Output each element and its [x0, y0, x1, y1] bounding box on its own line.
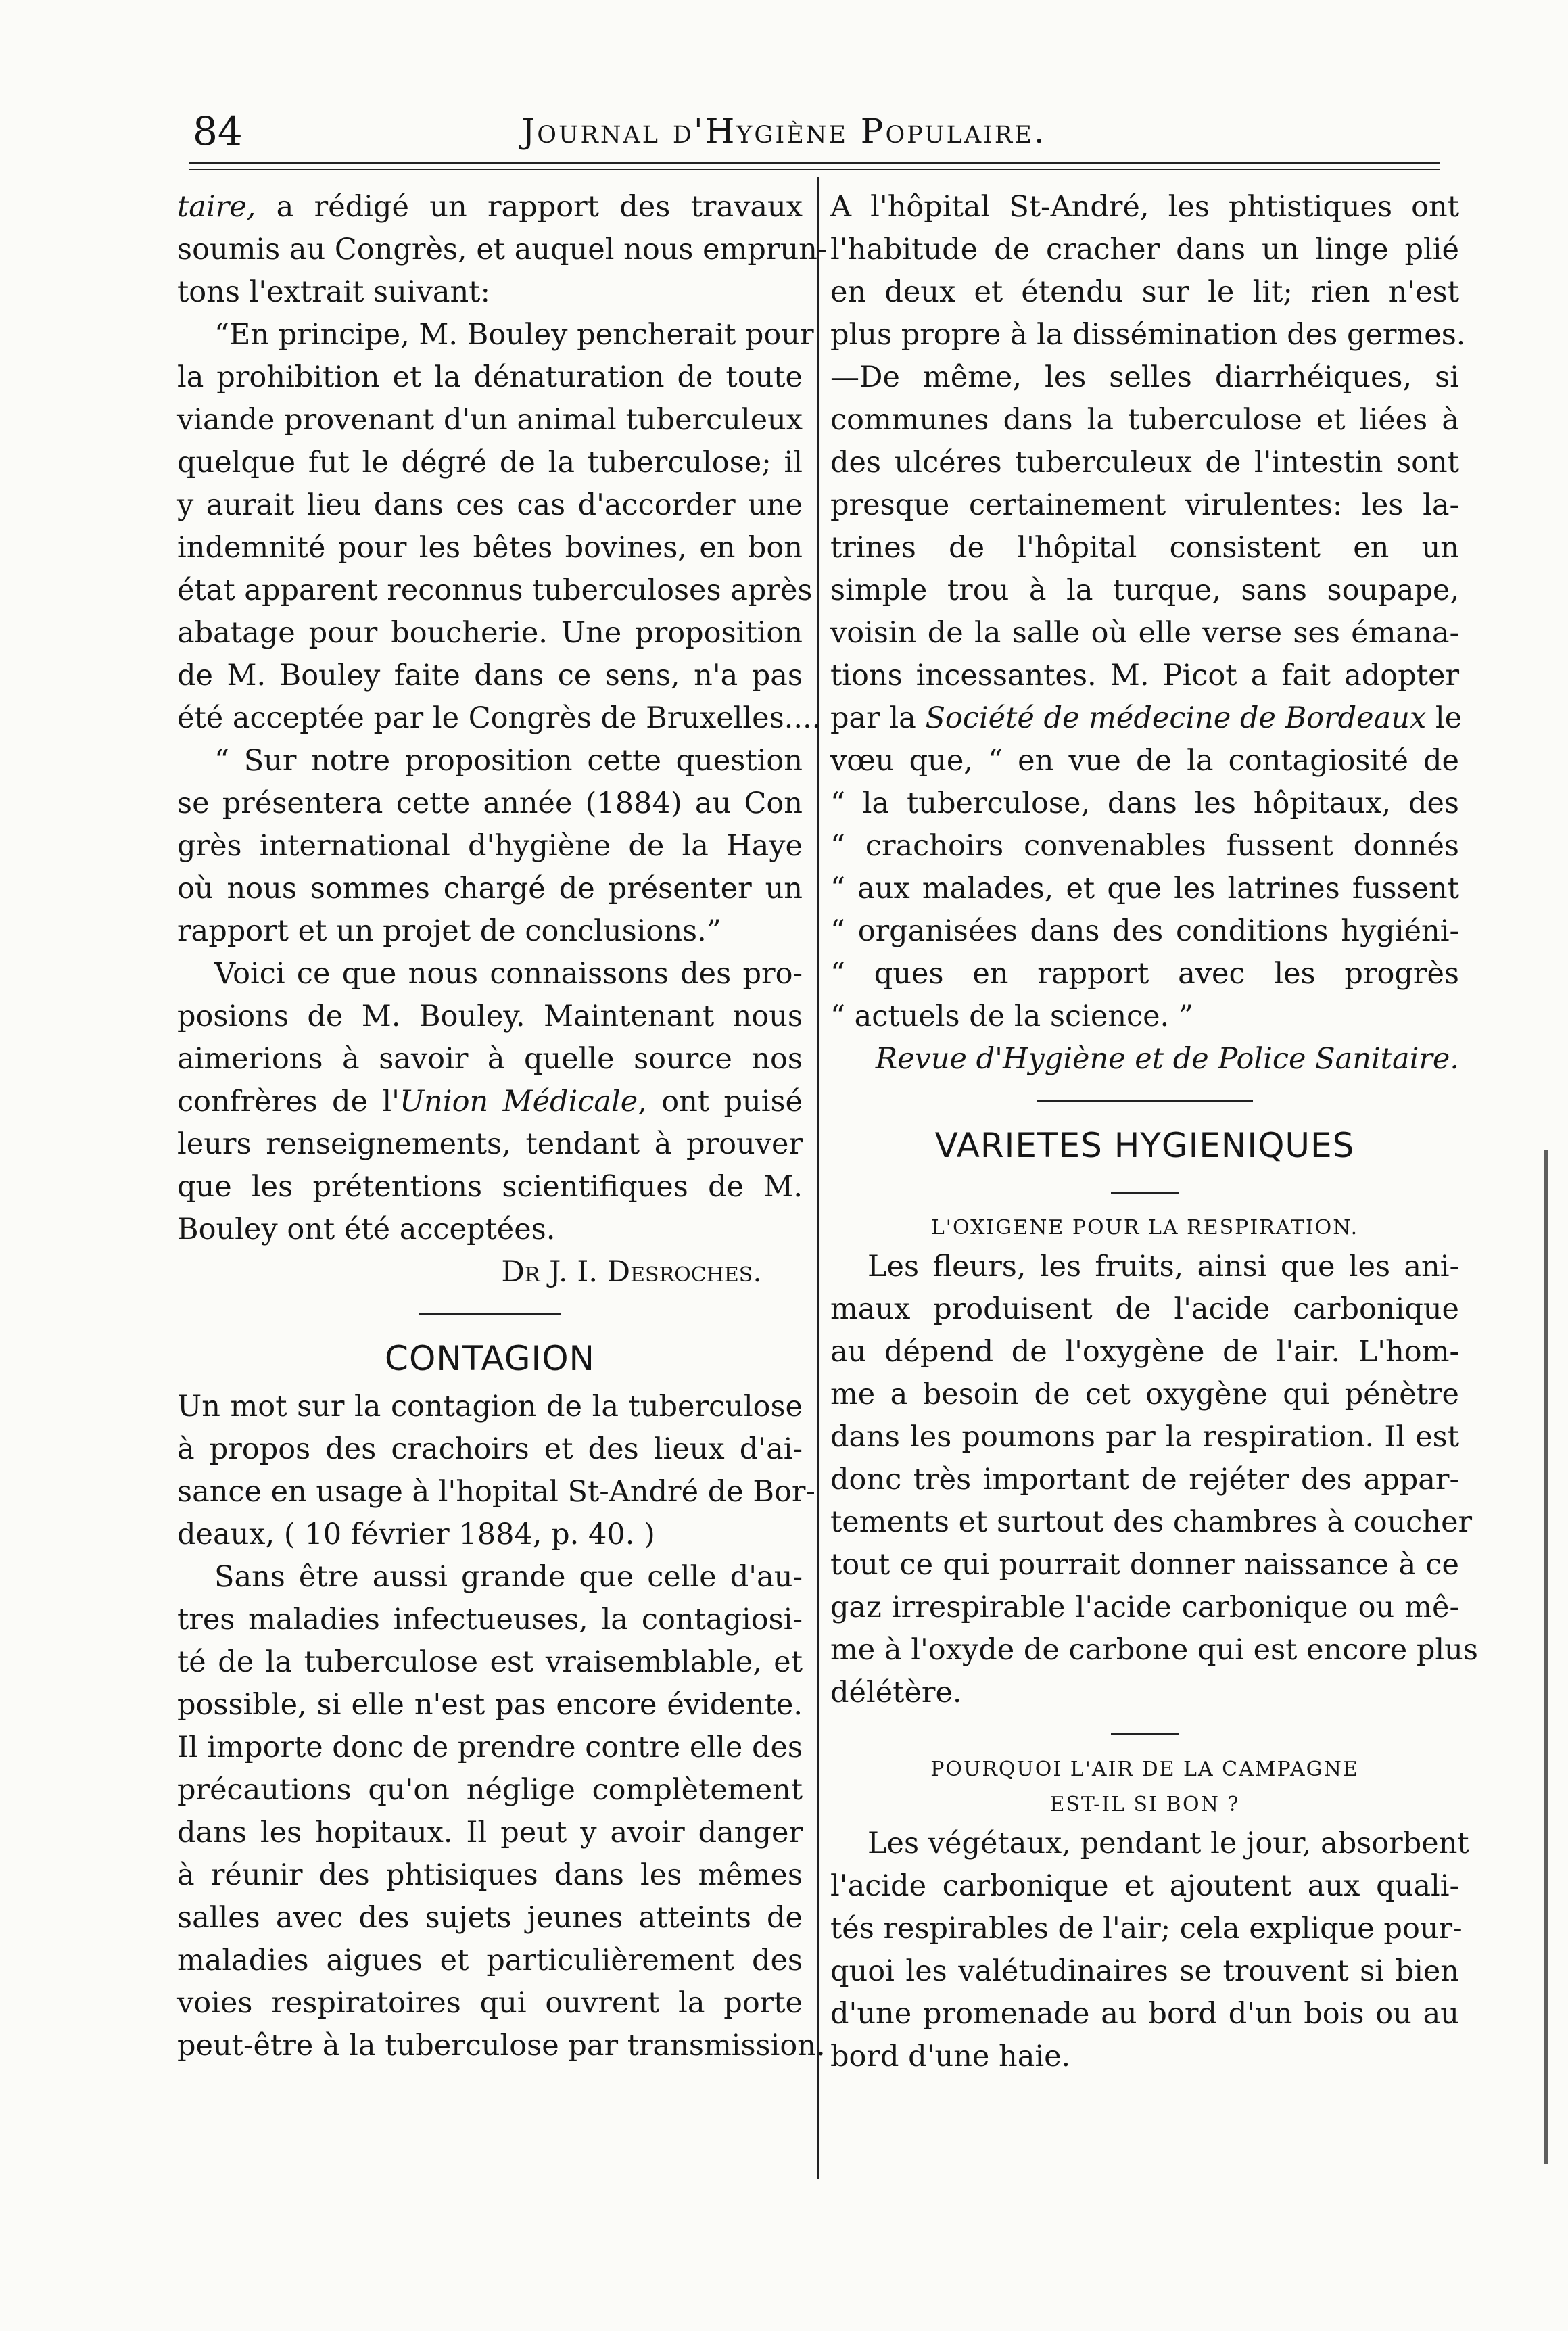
text-line: “ actuels de la science. ”	[830, 999, 1193, 1033]
running-title: Journal d'Hygiène Populaire.	[521, 112, 1047, 151]
text-line: communes dans la tuberculose et liées à	[830, 403, 1459, 437]
text-line: té de la tuberculose est vraisemblable, et	[177, 1645, 803, 1679]
contagion-text	[177, 1386, 826, 2067]
text-line: été acceptée par le Congrès de Bruxelles....	[177, 701, 822, 735]
text-line: posions de M. Bouley. Maintenant nous	[177, 999, 803, 1033]
text-line: maladies aigues et particulièrement des	[177, 1944, 803, 1977]
text-line: des ulcéres tuberculeux de l'intestin sont	[830, 446, 1459, 479]
text-line: tions incessantes. M. Picot a fait adopter	[830, 659, 1459, 692]
italic-word: taire,	[177, 190, 256, 224]
subsection-separator	[830, 1173, 1459, 1210]
text-line: la prohibition et la dénaturation de toute	[177, 360, 803, 394]
text-line: “ la tuberculose, dans les hôpitaux, des	[830, 786, 1459, 820]
text-line: taire, a rédigé un rapport des travaux	[177, 190, 803, 224]
page-edge-shadow	[1544, 1150, 1568, 2164]
text-line: tout ce qui pourrait donner naissance à ce	[830, 1548, 1459, 1582]
text-line: “ Sur notre proposition cette question	[214, 744, 803, 778]
text-line: Il importe donc de prendre contre elle des	[177, 1730, 803, 1764]
author-signature: Dr J. I. Desroches.	[501, 1255, 762, 1289]
text-line: —De même, les selles diarrhéiques, si	[830, 360, 1459, 394]
text-line: vœu que, “ en vue de la contagiosité de	[830, 744, 1459, 778]
text-line: Voici ce que nous connaissons des pro-	[214, 957, 803, 991]
text-line: d'une promenade au bord d'un bois ou au	[830, 1997, 1459, 2031]
text-line: tres maladies infectueuses, la contagiosi-	[177, 1603, 803, 1637]
bouley-report-text	[177, 186, 828, 1294]
text-line: simple trou à la turque, sans soupape,	[830, 573, 1459, 607]
campagne-subheading-line1: POURQUOI L'AIR DE LA CAMPAGNE	[930, 1758, 1359, 1781]
text-line: salles avec des sujets jeunes atteints de	[177, 1901, 803, 1935]
text-line: tons l'extrait suivant:	[177, 275, 490, 309]
text-line: “ ques en rapport avec les progrès	[830, 957, 1459, 991]
text-line: viande provenant d'un animal tuberculeux	[177, 403, 803, 437]
text-line: tés respirables de l'air; cela explique pour-	[830, 1912, 1463, 1946]
text-line: au dépend de l'oxygène de l'air. L'hom-	[830, 1335, 1459, 1369]
text-line: confrères de l'Union Médicale, ont puisé	[177, 1085, 803, 1119]
text-line: à réunir des phtisiques dans les mêmes	[177, 1858, 803, 1892]
contagion-continuation-text	[830, 186, 1466, 1081]
campagne-subheading-line2: EST-IL SI BON ?	[1049, 1793, 1240, 1816]
text-line: Les fleurs, les fruits, ainsi que les ani-	[868, 1250, 1459, 1284]
text-line: presque certainement virulentes: les la-	[830, 488, 1459, 522]
italic-journal-name: Union Médicale	[399, 1085, 638, 1119]
text-line: me a besoin de cet oxygène qui pénètre	[830, 1378, 1459, 1411]
text-line: voies respiratoires qui ouvrent la porte	[177, 1986, 803, 2020]
text-line: quoi les valétudinaires se trouvent si bien	[830, 1954, 1459, 1988]
contagion-heading: CONTAGION	[385, 1339, 595, 1378]
oxygen-text	[830, 1246, 1478, 1714]
right-column	[830, 186, 1478, 2078]
text-line: “ organisées dans des conditions hygiéni-	[830, 914, 1459, 948]
varietes-heading: VARIETES HYGIENIQUES	[934, 1126, 1355, 1165]
text-line: “En principe, M. Bouley pencherait pour	[214, 318, 814, 352]
left-column	[177, 186, 828, 2067]
text-line: dans les hopitaux. Il peut y avoir danger	[177, 1816, 803, 1850]
text-line: Les végétaux, pendant le jour, absorbent	[868, 1827, 1469, 1860]
text-line: tements et surtout des chambres à coucher	[830, 1505, 1473, 1539]
text-line: maux produisent de l'acide carbonique	[830, 1292, 1459, 1326]
text-line: rapport et un projet de conclusions.”	[177, 914, 721, 948]
text-line: A l'hôpital St-André, les phtistiques ont	[830, 190, 1459, 224]
text-line: grès international d'hygiène de la Haye	[177, 829, 803, 863]
oxygen-subheading: L'OXIGENE POUR LA RESPIRATION.	[930, 1216, 1359, 1240]
italic-society-name: Société de médecine de Bordeaux	[925, 701, 1427, 735]
text-line: leurs renseignements, tendant à prouver	[177, 1127, 803, 1161]
text-line: dans les poumons par la respiration. Il est	[830, 1420, 1459, 1454]
header-rule-thin	[189, 169, 1440, 170]
text-line: se présentera cette année (1884) au Con	[177, 786, 803, 820]
campagne-text	[830, 1822, 1469, 2078]
text-line: possible, si elle n'est pas encore évidente.	[177, 1688, 803, 1722]
text-line: de M. Bouley faite dans ce sens, n'a pas	[177, 659, 803, 692]
text-line: que les prétentions scientifiques de M.	[177, 1170, 803, 1204]
text-line: Bouley ont été acceptées.	[177, 1212, 556, 1246]
page-number: 84	[193, 108, 243, 154]
text-line: l'habitude de cracher dans un linge plié	[830, 233, 1459, 266]
text-line: sance en usage à l'hopital St-André de Bor-	[177, 1475, 815, 1509]
text-line: délétère.	[830, 1676, 962, 1710]
text-line: où nous sommes chargé de présenter un	[177, 872, 803, 905]
text-line: plus propre à la dissémination des germes.	[830, 318, 1466, 352]
text-line: bord d'une haie.	[830, 2040, 1071, 2073]
text-line: voisin de la salle où elle verse ses émana-	[830, 616, 1459, 650]
subsection-separator	[830, 1714, 1459, 1752]
text-line: l'acide carbonique et ajoutent aux quali-	[830, 1869, 1459, 1903]
text-line: état apparent reconnus tuberculoses après	[177, 573, 813, 607]
text-line: indemnité pour les bêtes bovines, en bon	[177, 531, 803, 565]
section-separator	[830, 1081, 1459, 1119]
text-line: en deux et étendu sur le lit; rien n'est	[830, 275, 1459, 309]
header-rule	[189, 162, 1440, 164]
text-line: Sans être aussi grande que celle d'au-	[214, 1560, 803, 1594]
text-line: y aurait lieu dans ces cas d'accorder une	[177, 488, 803, 522]
text-line: trines de l'hôpital consistent en un	[830, 531, 1459, 565]
text-line: à propos des crachoirs et des lieux d'ai-	[177, 1432, 803, 1466]
text-line: donc très important de rejéter des appar-	[830, 1463, 1459, 1497]
section-separator	[177, 1294, 803, 1332]
column-divider	[817, 177, 819, 2179]
text-line: “ aux malades, et que les latrines fussent	[830, 872, 1459, 905]
text-line: aimerions à savoir à quelle source nos	[177, 1042, 803, 1076]
text-line: me à l'oxyde de carbone qui est encore plus	[830, 1633, 1478, 1667]
text-line: deaux, ( 10 février 1884, p. 40. )	[177, 1517, 655, 1551]
text-line: “ crachoirs convenables fussent donnés	[830, 829, 1459, 863]
text-line: peut-être à la tuberculose par transmission.	[177, 2029, 826, 2063]
text-line: abatage pour boucherie. Une proposition	[177, 616, 803, 650]
text-line: soumis au Congrès, et auquel nous emprun-	[177, 233, 828, 266]
page-header	[0, 0, 1568, 176]
text-line: Un mot sur la contagion de la tuberculose	[177, 1390, 803, 1423]
source-citation: Revue d'Hygiène et de Police Sanitaire.	[875, 1042, 1459, 1076]
text-line: gaz irrespirable l'acide carbonique ou mê-	[830, 1591, 1459, 1624]
text-line: par la Société de médecine de Bordeaux le	[830, 701, 1463, 735]
text-line: précautions qu'on néglige complètement	[177, 1773, 803, 1807]
text-line: quelque fut le dégré de la tuberculose; il	[177, 446, 803, 479]
